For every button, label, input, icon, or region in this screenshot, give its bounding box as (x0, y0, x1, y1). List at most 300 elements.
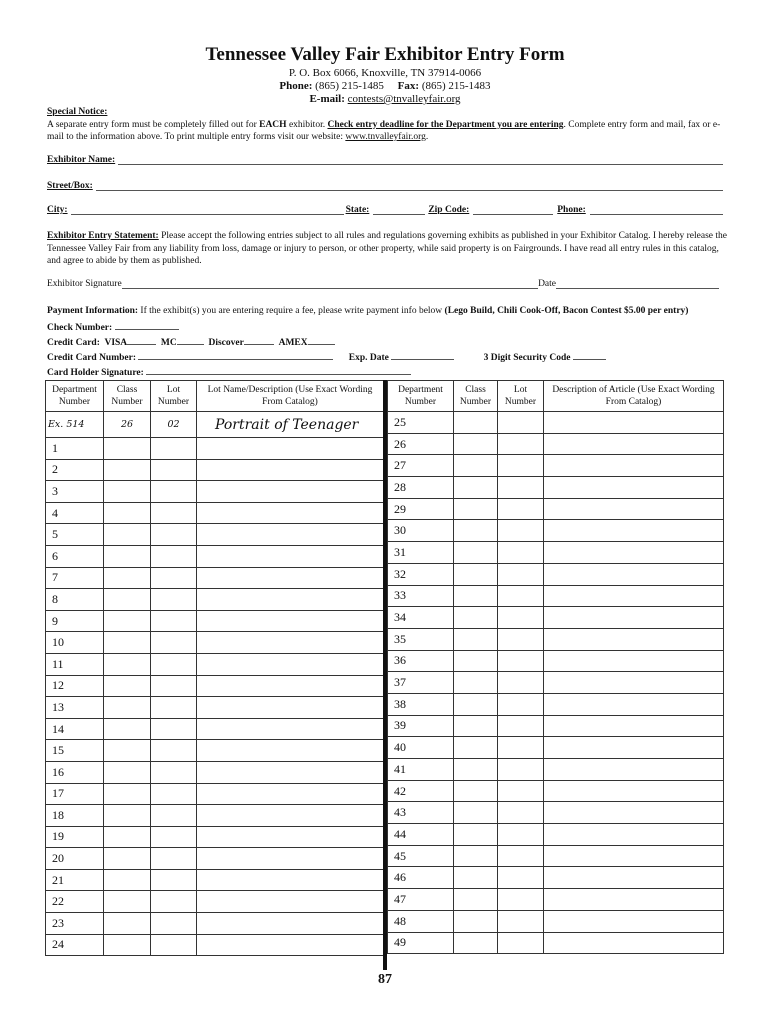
left-description-cell[interactable] (197, 502, 384, 524)
card-number-label: Credit Card Number: (47, 353, 137, 363)
left-lot-cell[interactable] (151, 481, 197, 503)
right-entry-row (388, 585, 724, 607)
left-entry-row (46, 740, 384, 762)
left-lot-cell[interactable] (151, 718, 197, 740)
right-dept-cell[interactable]: 28 (388, 477, 454, 499)
right-entry-row (388, 932, 724, 954)
exhibitor-signature-line[interactable] (122, 279, 538, 289)
left-entry-row (46, 653, 384, 675)
card-holder-signature-line[interactable] (146, 365, 411, 375)
right-lot-cell[interactable] (498, 759, 544, 781)
left-dept-cell[interactable]: 10 (46, 632, 104, 654)
left-class-cell[interactable] (104, 675, 151, 697)
check-number-line[interactable] (115, 320, 179, 330)
right-class-cell[interactable] (454, 563, 498, 585)
exp-date-label: Exp. Date (348, 353, 389, 363)
right-dept-cell[interactable]: 38 (388, 693, 454, 715)
left-lot-cell[interactable] (151, 545, 197, 567)
right-lot-cell[interactable] (498, 650, 544, 672)
right-class-cell[interactable] (454, 759, 498, 781)
phone-value: (865) 215-1485 (315, 80, 384, 92)
left-class-cell[interactable] (104, 697, 151, 719)
right-class-cell[interactable] (454, 477, 498, 499)
left-description-cell[interactable] (197, 524, 384, 546)
left-description-cell[interactable] (197, 610, 384, 632)
left-dept-cell[interactable]: 15 (46, 740, 104, 762)
right-entry-row (388, 455, 724, 477)
right-lot-cell[interactable] (498, 412, 544, 434)
left-lot-cell[interactable] (151, 459, 197, 481)
right-lot-cell[interactable] (498, 477, 544, 499)
right-class-header: Class Number (454, 381, 498, 412)
right-description-cell[interactable] (544, 433, 724, 455)
amex-line[interactable] (308, 335, 335, 345)
left-lot-cell[interactable] (151, 697, 197, 719)
right-lot-cell[interactable] (498, 542, 544, 564)
left-entry-row (46, 545, 384, 567)
right-dept-cell[interactable]: 41 (388, 759, 454, 781)
amex-option[interactable]: AMEX (278, 338, 308, 348)
right-dept-cell[interactable]: 45 (388, 845, 454, 867)
left-description-cell[interactable] (197, 761, 384, 783)
left-entry-row (46, 891, 384, 913)
right-dept-cell[interactable]: 30 (388, 520, 454, 542)
left-dept-cell[interactable]: 7 (46, 567, 104, 589)
right-dept-cell[interactable]: 34 (388, 607, 454, 629)
left-description-cell[interactable] (197, 653, 384, 675)
card-number-line[interactable] (138, 350, 333, 360)
right-description-cell[interactable] (544, 477, 724, 499)
left-class-cell[interactable] (104, 740, 151, 762)
mc-line[interactable] (177, 335, 204, 345)
right-description-cell[interactable] (544, 867, 724, 889)
right-lot-cell[interactable] (498, 693, 544, 715)
left-entry-row (46, 848, 384, 870)
city-state-zip-phone-row (47, 205, 723, 215)
right-class-cell[interactable] (454, 628, 498, 650)
discover-line[interactable] (244, 335, 274, 345)
street-box-label: Street/Box: (47, 181, 93, 191)
left-lot-cell[interactable] (151, 891, 197, 913)
left-dept-cell[interactable]: 19 (46, 826, 104, 848)
left-class-cell[interactable] (104, 934, 151, 956)
left-lot-cell[interactable] (151, 438, 197, 460)
right-description-cell[interactable] (544, 737, 724, 759)
right-class-cell[interactable] (454, 520, 498, 542)
left-dept-cell[interactable]: 5 (46, 524, 104, 546)
right-entry-row (388, 477, 724, 499)
left-class-cell[interactable] (104, 610, 151, 632)
state-line[interactable] (373, 205, 425, 215)
right-description-cell[interactable] (544, 715, 724, 737)
right-entry-row (388, 824, 724, 846)
right-dept-cell[interactable]: 47 (388, 889, 454, 911)
right-dept-cell[interactable]: 40 (388, 737, 454, 759)
right-dept-cell[interactable]: 29 (388, 498, 454, 520)
example-class: 26 (104, 412, 151, 438)
visa-line[interactable] (127, 335, 156, 345)
notice-text-3: . Complete entry form and mail, fax or e-mail to the information above. To print multiple entry forms visit our website: (47, 119, 721, 142)
right-class-cell[interactable] (454, 672, 498, 694)
email-label: E-mail: (309, 93, 345, 105)
website-link[interactable]: www.tnvalleyfair.org (345, 132, 426, 142)
right-lot-header: Lot Number (498, 381, 544, 412)
right-dept-cell[interactable]: 46 (388, 867, 454, 889)
right-lot-cell[interactable] (498, 498, 544, 520)
left-entry-row (46, 826, 384, 848)
left-description-cell[interactable] (197, 459, 384, 481)
right-entry-row (388, 845, 724, 867)
left-description-cell[interactable] (197, 826, 384, 848)
right-description-cell[interactable] (544, 889, 724, 911)
security-code-label: 3 Digit Security Code (483, 353, 571, 363)
right-lot-cell[interactable] (498, 715, 544, 737)
phone-label: Phone: (279, 80, 313, 92)
right-class-cell[interactable] (454, 737, 498, 759)
left-dept-cell[interactable]: 21 (46, 869, 104, 891)
left-dept-cell[interactable]: 17 (46, 783, 104, 805)
right-entry-row (388, 715, 724, 737)
right-class-cell[interactable] (454, 412, 498, 434)
right-dept-cell[interactable]: 27 (388, 455, 454, 477)
right-description-cell[interactable] (544, 585, 724, 607)
right-description-cell[interactable] (544, 780, 724, 802)
right-dept-cell[interactable]: 33 (388, 585, 454, 607)
left-description-header: Lot Name/Description (Use Exact Wording From Catalog) (197, 381, 384, 412)
right-dept-cell[interactable]: 48 (388, 910, 454, 932)
mc-option[interactable]: MC (160, 338, 177, 348)
right-class-cell[interactable] (454, 542, 498, 564)
right-description-cell[interactable] (544, 650, 724, 672)
payment-label: Payment Information: (47, 306, 139, 316)
right-dept-cell[interactable]: 25 (388, 412, 454, 434)
left-entry-row (46, 675, 384, 697)
left-class-header: Class Number (104, 381, 151, 412)
left-lot-cell[interactable] (151, 848, 197, 870)
right-lot-cell[interactable] (498, 910, 544, 932)
right-entry-row (388, 650, 724, 672)
entries-table-left (45, 380, 384, 956)
left-entry-row (46, 632, 384, 654)
notice-text-2: exhibitor. (286, 119, 328, 130)
street-box-line[interactable] (96, 181, 723, 191)
contact-phone-fax (0, 80, 770, 92)
city-label: City: (47, 205, 68, 215)
right-lot-cell[interactable] (498, 867, 544, 889)
exp-date-line[interactable] (391, 350, 454, 360)
zip-label: Zip Code: (428, 205, 470, 215)
card-number-row (47, 350, 606, 363)
right-entry-row (388, 433, 724, 455)
right-description-cell[interactable] (544, 455, 724, 477)
right-class-cell[interactable] (454, 715, 498, 737)
right-class-cell[interactable] (454, 455, 498, 477)
left-lot-cell[interactable] (151, 934, 197, 956)
right-class-cell[interactable] (454, 910, 498, 932)
left-dept-cell[interactable]: 16 (46, 761, 104, 783)
street-box-field[interactable] (47, 181, 723, 191)
right-lot-cell[interactable] (498, 824, 544, 846)
notice-heading: Special Notice: (47, 107, 108, 117)
left-lot-cell[interactable] (151, 783, 197, 805)
left-description-cell[interactable] (197, 934, 384, 956)
left-class-cell[interactable] (104, 718, 151, 740)
left-description-cell[interactable] (197, 740, 384, 762)
left-description-cell[interactable] (197, 718, 384, 740)
left-class-cell[interactable] (104, 632, 151, 654)
exhibitor-name-line[interactable] (118, 155, 723, 165)
right-lot-cell[interactable] (498, 563, 544, 585)
right-description-cell[interactable] (544, 607, 724, 629)
right-entry-row (388, 542, 724, 564)
phone-field-label: Phone: (557, 205, 586, 215)
security-code-line[interactable] (573, 350, 606, 360)
statement-heading: Exhibitor Entry Statement: (47, 231, 159, 241)
left-description-cell[interactable] (197, 438, 384, 460)
right-class-cell[interactable] (454, 845, 498, 867)
right-dept-cell[interactable]: 49 (388, 932, 454, 954)
left-entry-row (46, 524, 384, 546)
left-class-cell[interactable] (104, 783, 151, 805)
left-lot-cell[interactable] (151, 913, 197, 935)
right-dept-cell[interactable]: 35 (388, 628, 454, 650)
zip-line[interactable] (473, 205, 553, 215)
left-lot-cell[interactable] (151, 502, 197, 524)
page-number: 87 (378, 972, 392, 987)
right-lot-cell[interactable] (498, 628, 544, 650)
left-dept-cell[interactable]: 11 (46, 653, 104, 675)
right-lot-cell[interactable] (498, 607, 544, 629)
right-lot-cell[interactable] (498, 433, 544, 455)
left-entry-row (46, 761, 384, 783)
city-line[interactable] (71, 205, 344, 215)
left-dept-cell[interactable]: 12 (46, 675, 104, 697)
right-lot-cell[interactable] (498, 520, 544, 542)
right-entry-row (388, 498, 724, 520)
left-entry-row (46, 697, 384, 719)
left-class-cell[interactable] (104, 805, 151, 827)
right-dept-header: Department Number (388, 381, 454, 412)
right-dept-cell[interactable]: 37 (388, 672, 454, 694)
left-dept-cell[interactable]: 14 (46, 718, 104, 740)
left-description-cell[interactable] (197, 675, 384, 697)
left-description-cell[interactable] (197, 783, 384, 805)
left-dept-cell[interactable]: 3 (46, 481, 104, 503)
left-lot-cell[interactable] (151, 826, 197, 848)
right-class-cell[interactable] (454, 585, 498, 607)
payment-note: (Lego Build, Chili Cook-Off, Bacon Contest $5.00 per entry) (444, 306, 689, 316)
left-dept-cell[interactable]: 13 (46, 697, 104, 719)
left-class-cell[interactable] (104, 481, 151, 503)
example-lot: 02 (151, 412, 197, 438)
right-entry-row (388, 607, 724, 629)
right-class-cell[interactable] (454, 889, 498, 911)
left-class-cell[interactable] (104, 438, 151, 460)
left-description-cell[interactable] (197, 805, 384, 827)
right-description-cell[interactable] (544, 498, 724, 520)
fax-value: (865) 215-1483 (421, 80, 491, 92)
left-class-cell[interactable] (104, 891, 151, 913)
left-entry-row (46, 718, 384, 740)
right-class-cell[interactable] (454, 932, 498, 954)
left-dept-cell[interactable]: 6 (46, 545, 104, 567)
left-dept-cell[interactable]: 4 (46, 502, 104, 524)
left-class-cell[interactable] (104, 502, 151, 524)
right-lot-cell[interactable] (498, 585, 544, 607)
notice-deadline: Check entry deadline for the Department you are entering (327, 119, 564, 130)
left-lot-cell[interactable] (151, 524, 197, 546)
left-lot-cell[interactable] (151, 610, 197, 632)
left-dept-cell[interactable]: 8 (46, 589, 104, 611)
left-class-cell[interactable] (104, 826, 151, 848)
right-lot-cell[interactable] (498, 780, 544, 802)
form-title: Tennessee Valley Fair Exhibitor Entry Form (205, 44, 565, 65)
left-entry-row (46, 459, 384, 481)
left-dept-cell[interactable]: 18 (46, 805, 104, 827)
notice-each: EACH (259, 119, 287, 130)
right-dept-cell[interactable]: 36 (388, 650, 454, 672)
right-class-cell[interactable] (454, 650, 498, 672)
right-dept-cell[interactable]: 39 (388, 715, 454, 737)
right-dept-cell[interactable]: 31 (388, 542, 454, 564)
left-description-cell[interactable] (197, 589, 384, 611)
discover-option[interactable]: Discover (208, 338, 244, 348)
left-lot-cell[interactable] (151, 740, 197, 762)
left-description-cell[interactable] (197, 848, 384, 870)
left-lot-cell[interactable] (151, 589, 197, 611)
example-row (46, 412, 384, 438)
left-dept-cell[interactable]: 9 (46, 610, 104, 632)
left-dept-cell[interactable]: 2 (46, 459, 104, 481)
visa-option[interactable]: VISA (104, 338, 128, 348)
right-lot-cell[interactable] (498, 802, 544, 824)
left-dept-cell[interactable]: 22 (46, 891, 104, 913)
right-description-cell[interactable] (544, 824, 724, 846)
right-class-cell[interactable] (454, 802, 498, 824)
entries-table-right (387, 380, 724, 954)
right-dept-cell[interactable]: 42 (388, 780, 454, 802)
left-dept-cell[interactable]: 24 (46, 934, 104, 956)
date-line[interactable] (556, 279, 719, 289)
left-description-cell[interactable] (197, 913, 384, 935)
left-lot-cell[interactable] (151, 805, 197, 827)
right-class-cell[interactable] (454, 607, 498, 629)
card-holder-signature-label: Card Holder Signature: (47, 368, 144, 378)
left-class-cell[interactable] (104, 459, 151, 481)
left-class-cell[interactable] (104, 567, 151, 589)
exhibitor-name-field[interactable] (47, 155, 723, 165)
right-class-cell[interactable] (454, 498, 498, 520)
right-description-cell[interactable] (544, 520, 724, 542)
right-entry-row (388, 693, 724, 715)
right-dept-cell[interactable]: 26 (388, 433, 454, 455)
left-description-cell[interactable] (197, 869, 384, 891)
card-holder-row (47, 365, 411, 378)
email-link[interactable]: contests@tnvalleyfair.org (347, 93, 461, 105)
left-dept-cell[interactable]: 1 (46, 438, 104, 460)
left-description-cell[interactable] (197, 481, 384, 503)
right-description-cell[interactable] (544, 672, 724, 694)
right-lot-cell[interactable] (498, 672, 544, 694)
left-lot-cell[interactable] (151, 761, 197, 783)
right-class-cell[interactable] (454, 780, 498, 802)
right-lot-cell[interactable] (498, 932, 544, 954)
right-class-cell[interactable] (454, 693, 498, 715)
example-dept: Ex. 514 (46, 412, 104, 438)
left-description-cell[interactable] (197, 567, 384, 589)
left-lot-cell[interactable] (151, 869, 197, 891)
right-dept-cell[interactable]: 43 (388, 802, 454, 824)
left-class-cell[interactable] (104, 913, 151, 935)
left-class-cell[interactable] (104, 761, 151, 783)
left-class-cell[interactable] (104, 589, 151, 611)
left-lot-cell[interactable] (151, 653, 197, 675)
right-dept-cell[interactable]: 32 (388, 563, 454, 585)
right-entry-row (388, 867, 724, 889)
signature-date-row (47, 279, 719, 289)
left-description-cell[interactable] (197, 545, 384, 567)
right-description-cell[interactable] (544, 759, 724, 781)
right-description-cell[interactable] (544, 628, 724, 650)
left-lot-cell[interactable] (151, 675, 197, 697)
right-lot-cell[interactable] (498, 845, 544, 867)
right-description-cell[interactable] (544, 802, 724, 824)
right-class-cell[interactable] (454, 824, 498, 846)
right-description-cell[interactable] (544, 910, 724, 932)
left-entry-row (46, 934, 384, 956)
example-description: Portrait of Teenager (197, 412, 384, 438)
right-entry-row (388, 802, 724, 824)
left-entry-row (46, 869, 384, 891)
right-description-cell[interactable] (544, 412, 724, 434)
right-class-cell[interactable] (454, 867, 498, 889)
left-class-cell[interactable] (104, 869, 151, 891)
left-class-cell[interactable] (104, 545, 151, 567)
left-class-cell[interactable] (104, 524, 151, 546)
right-description-cell[interactable] (544, 932, 724, 954)
right-dept-cell[interactable]: 44 (388, 824, 454, 846)
right-lot-cell[interactable] (498, 737, 544, 759)
left-entry-row (46, 610, 384, 632)
left-lot-cell[interactable] (151, 632, 197, 654)
right-class-cell[interactable] (454, 433, 498, 455)
left-class-cell[interactable] (104, 653, 151, 675)
right-entry-row (388, 889, 724, 911)
notice-text-1: A separate entry form must be completely filled out for (47, 119, 260, 130)
right-lot-cell[interactable] (498, 455, 544, 477)
exhibitor-name-label: Exhibitor Name: (47, 155, 116, 165)
right-lot-cell[interactable] (498, 889, 544, 911)
phone-line[interactable] (590, 205, 723, 215)
left-class-cell[interactable] (104, 848, 151, 870)
right-entry-row (388, 563, 724, 585)
left-description-cell[interactable] (197, 632, 384, 654)
left-dept-header: Department Number (46, 381, 104, 412)
right-description-cell[interactable] (544, 845, 724, 867)
left-entry-row (46, 589, 384, 611)
left-description-cell[interactable] (197, 891, 384, 913)
left-entry-row (46, 481, 384, 503)
right-description-cell[interactable] (544, 542, 724, 564)
left-dept-cell[interactable]: 20 (46, 848, 104, 870)
left-dept-cell[interactable]: 23 (46, 913, 104, 935)
right-description-cell[interactable] (544, 693, 724, 715)
left-lot-cell[interactable] (151, 567, 197, 589)
exhibitor-signature-label: Exhibitor Signature (47, 279, 122, 289)
right-description-cell[interactable] (544, 563, 724, 585)
left-entry-row (46, 502, 384, 524)
left-description-cell[interactable] (197, 697, 384, 719)
